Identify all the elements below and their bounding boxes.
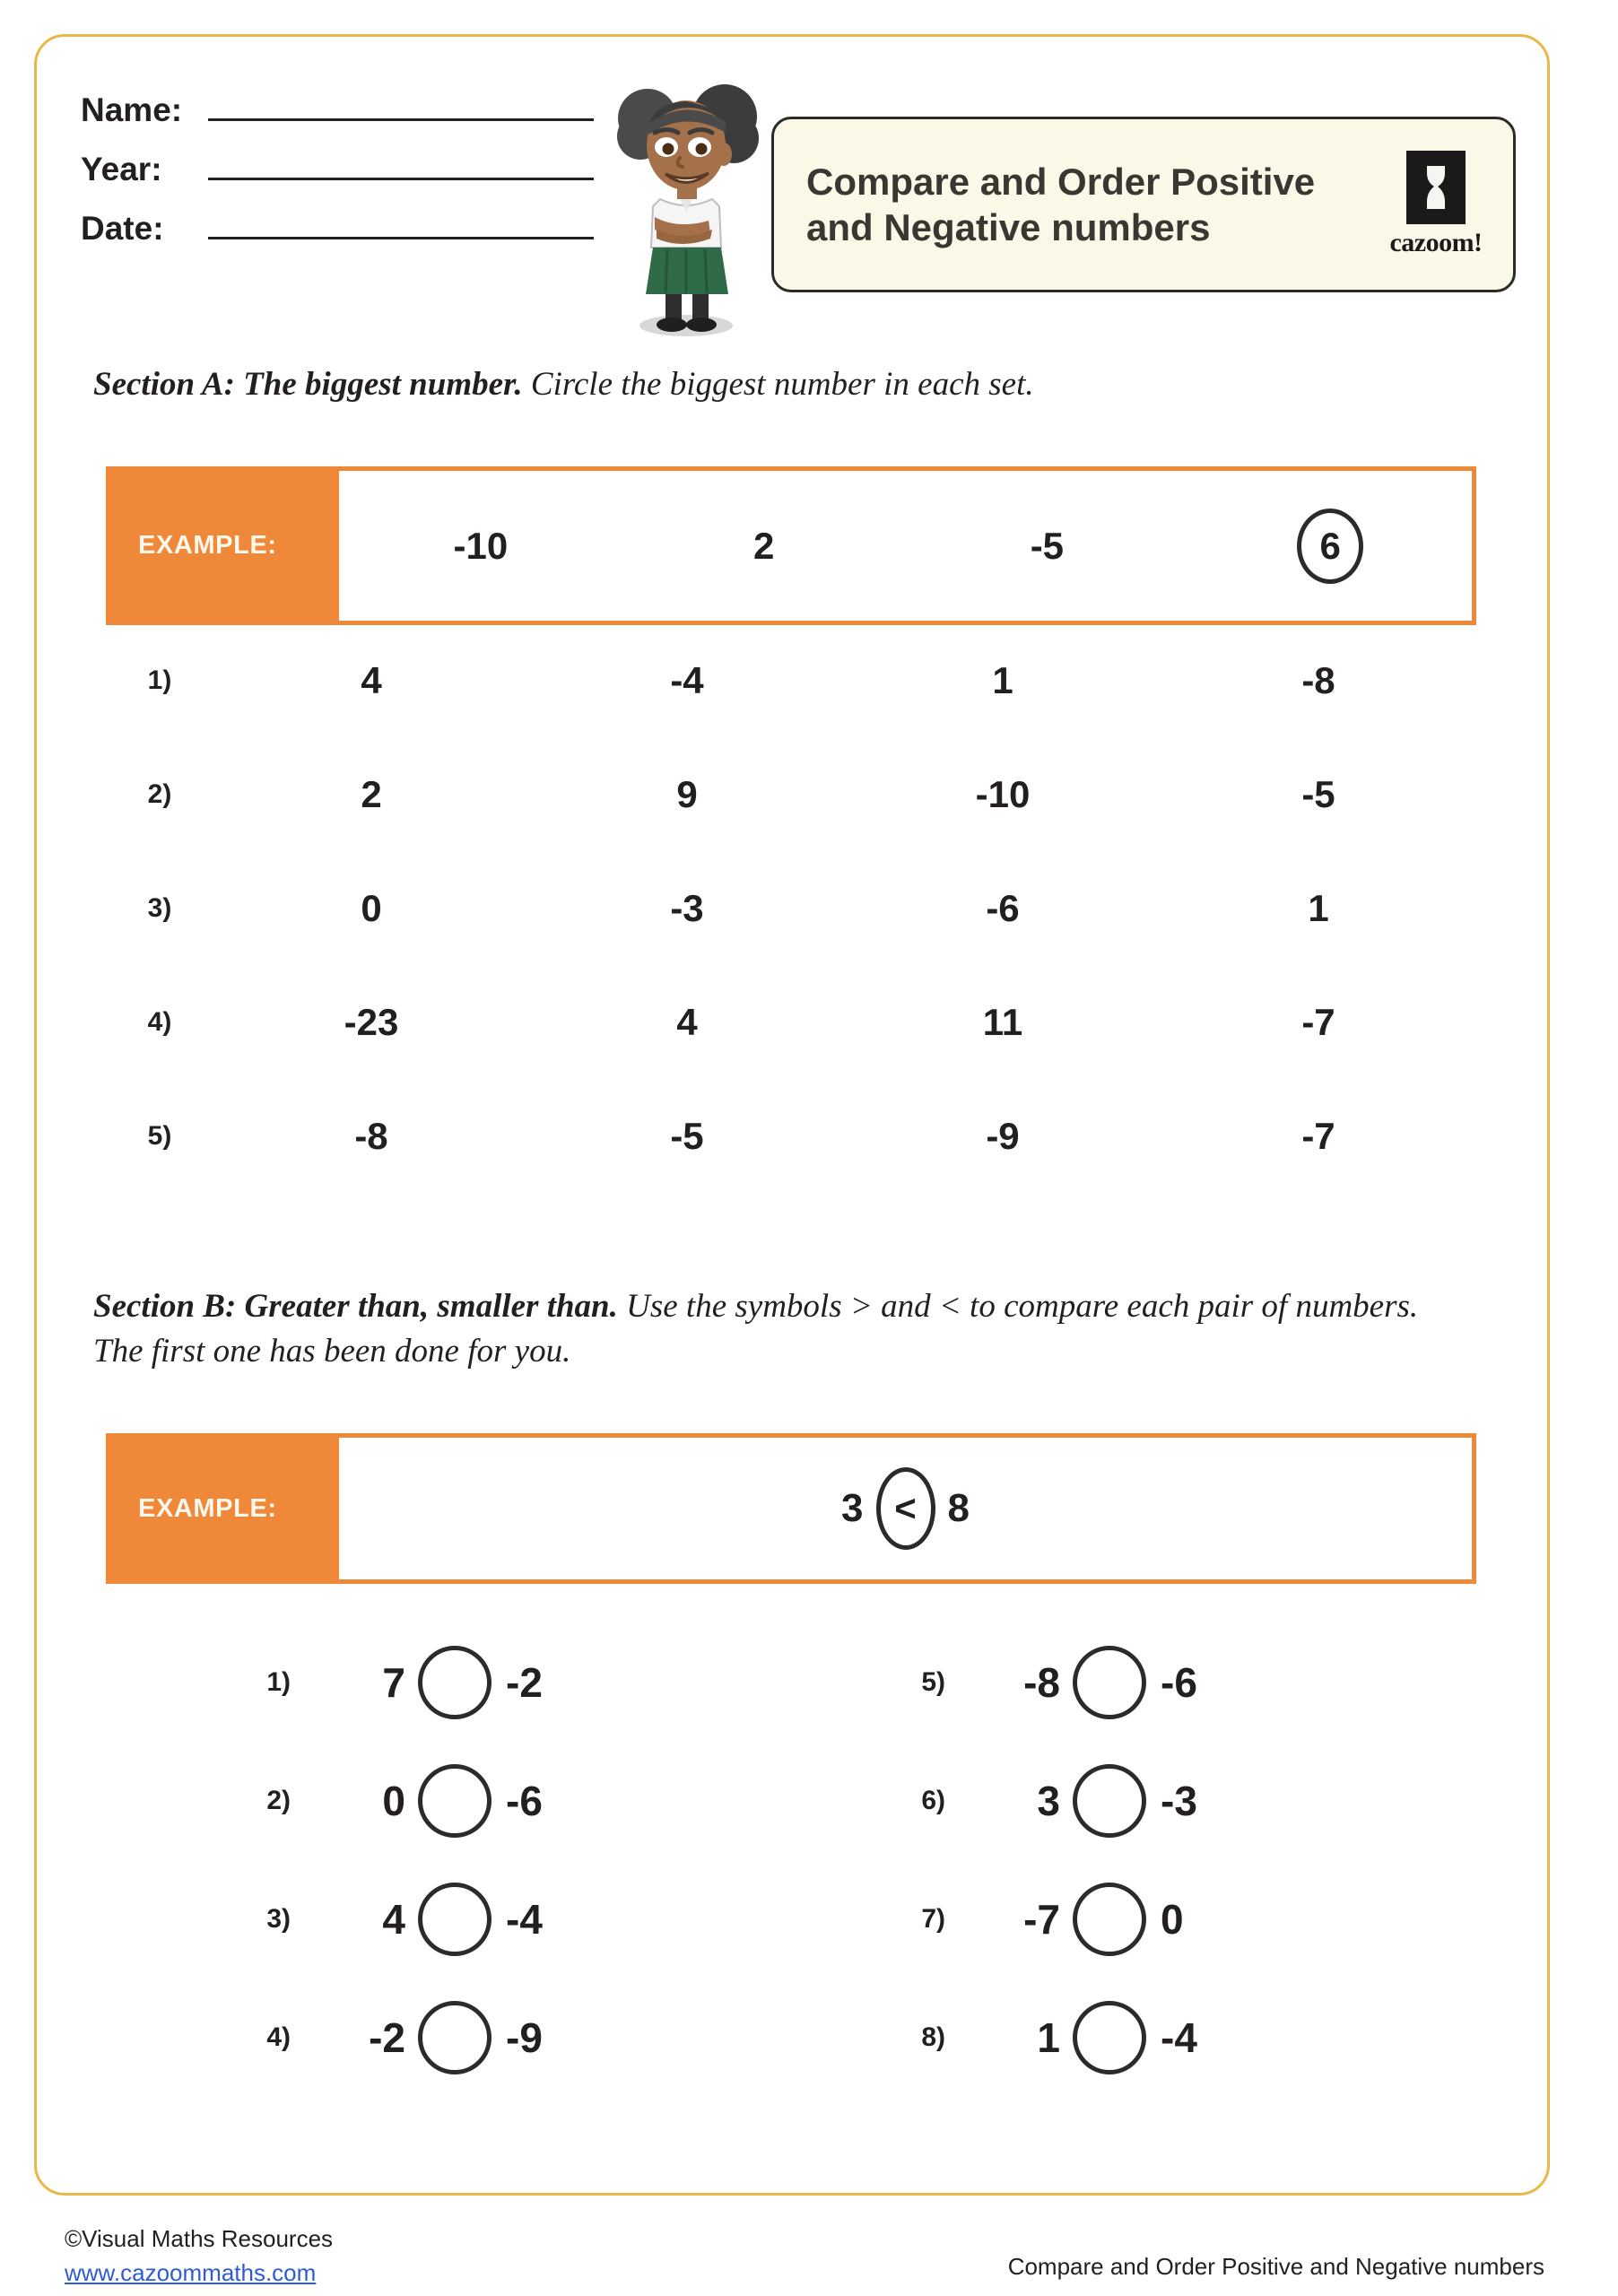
question-number: 2) (147, 779, 172, 809)
number-option[interactable]: -6 (986, 887, 1020, 929)
footer-credits (65, 2222, 333, 2290)
left-value: 7 (382, 1659, 405, 1706)
list-item (208, 2001, 613, 2074)
left-value: 1 (1037, 2014, 1060, 2061)
number-option[interactable]: 1 (992, 659, 1013, 701)
section-a-example-label: EXAMPLE: (106, 466, 339, 625)
table-row (106, 1115, 1476, 1158)
list-item (208, 1883, 613, 1956)
schoolgirl-icon (601, 72, 771, 341)
page-footer (65, 2222, 1553, 2294)
answer-circle[interactable] (1073, 2001, 1146, 2074)
answer-circle[interactable] (1073, 1883, 1146, 1956)
number-option[interactable]: -9 (986, 1115, 1020, 1157)
year-input-line[interactable] (208, 149, 594, 180)
number-option[interactable]: 4 (361, 659, 382, 701)
list-item (863, 2001, 1268, 2074)
number-option[interactable]: -5 (1301, 773, 1335, 815)
student-info-fields (81, 90, 619, 267)
name-label: Name: (81, 91, 183, 128)
comparison-symbol: < (876, 1467, 935, 1550)
worksheet-title-box (771, 117, 1516, 292)
section-b-example-label: EXAMPLE: (106, 1433, 339, 1584)
year-label: Year: (81, 151, 162, 187)
hourglass-icon (1406, 151, 1466, 224)
right-value: -4 (1161, 2014, 1197, 2061)
section-b-example-banner (106, 1433, 1476, 1584)
answer-circle[interactable] (1073, 1646, 1146, 1719)
section-a-instruction: Circle the biggest number in each set. (522, 366, 1034, 403)
section-b-example-pair (339, 1433, 1476, 1584)
left-value: -8 (1023, 1659, 1060, 1706)
example-left-value: 3 (841, 1486, 864, 1530)
example-value: -5 (1030, 524, 1065, 567)
copyright-text: ©Visual Maths Resources (65, 2225, 334, 2252)
cazoom-logo (1382, 151, 1490, 258)
answer-circle[interactable] (418, 1764, 491, 1838)
left-value: 3 (1037, 1778, 1060, 1824)
question-number: 7) (921, 1904, 945, 1934)
number-option[interactable]: -4 (670, 659, 704, 701)
brand-name: cazoom! (1389, 228, 1483, 257)
list-item (863, 1883, 1268, 1956)
number-option[interactable]: -5 (670, 1115, 704, 1157)
section-a-example-banner (106, 466, 1476, 625)
student-mascot-illustration (601, 72, 771, 341)
example-value: 2 (752, 524, 775, 567)
page-title: Compare and Order Positive and Negative numbers (806, 160, 1316, 248)
section-b-heading (93, 1284, 1466, 1374)
date-input-line[interactable] (208, 208, 594, 239)
left-value: -7 (1023, 1896, 1060, 1943)
question-number: 1) (266, 1667, 291, 1697)
number-option[interactable]: -23 (344, 1001, 399, 1043)
name-input-line[interactable] (208, 90, 594, 121)
right-value: -3 (1161, 1778, 1197, 1824)
number-option[interactable]: -10 (975, 773, 1031, 815)
worksheet-header (81, 72, 1516, 314)
question-number: 3) (266, 1904, 291, 1934)
number-option[interactable]: -7 (1301, 1001, 1335, 1043)
question-number: 4) (147, 1007, 172, 1037)
list-item (863, 1646, 1268, 1719)
answer-circle[interactable] (418, 2001, 491, 2074)
number-option[interactable]: -3 (670, 887, 704, 929)
right-value: -2 (506, 1659, 543, 1706)
answer-circle[interactable] (418, 1883, 491, 1956)
answer-circle: 6 (1297, 509, 1363, 584)
number-option[interactable]: 2 (361, 773, 382, 815)
name-field-row (81, 90, 619, 149)
answer-circle[interactable] (418, 1646, 491, 1719)
number-option[interactable]: 4 (676, 1001, 698, 1043)
date-field-row (81, 208, 619, 267)
number-option[interactable]: -8 (1301, 659, 1335, 701)
example-value: -10 (453, 524, 509, 567)
question-number: 5) (921, 1667, 945, 1697)
right-value: -9 (506, 2014, 543, 2061)
right-value: -6 (1161, 1659, 1197, 1706)
right-value: -6 (506, 1778, 543, 1824)
question-number: 5) (147, 1121, 172, 1151)
right-value: -4 (506, 1896, 543, 1943)
number-option[interactable]: 11 (982, 1001, 1023, 1043)
list-item (208, 1646, 613, 1719)
question-number: 3) (147, 893, 172, 923)
year-field-row (81, 149, 619, 208)
question-number: 2) (266, 1786, 291, 1815)
example-value-circled (1188, 509, 1472, 584)
hourglass-glyph (1418, 162, 1454, 213)
example-right-value: 8 (947, 1486, 970, 1530)
section-b-title: Section B: Greater than, smaller than. (93, 1288, 618, 1325)
list-item (208, 1764, 613, 1838)
list-item (863, 1764, 1268, 1838)
left-value: -2 (369, 2014, 405, 2061)
question-number: 1) (147, 665, 172, 695)
section-a-example-values (339, 466, 1476, 625)
number-option[interactable]: -7 (1301, 1115, 1335, 1157)
number-option[interactable]: 0 (361, 887, 382, 929)
table-row (106, 887, 1476, 930)
number-option[interactable]: -8 (354, 1115, 388, 1157)
question-number: 4) (266, 2022, 291, 2052)
section-a-title: Section A: The biggest number. (93, 366, 523, 403)
table-row (106, 1001, 1476, 1044)
date-label: Date: (81, 210, 164, 247)
answer-circle[interactable] (1073, 1764, 1146, 1838)
right-value: 0 (1161, 1896, 1184, 1943)
question-number: 8) (921, 2022, 945, 2052)
website-link[interactable]: www.cazoommaths.com (65, 2258, 317, 2286)
left-value: 4 (382, 1896, 405, 1943)
section-b-instruction: Use the symbols > and < to compare each pair of numbers. The first one has been done for you. (93, 1288, 1419, 1370)
section-a-heading (93, 362, 1457, 407)
left-value: 0 (382, 1778, 405, 1824)
number-option[interactable]: 1 (1308, 887, 1329, 929)
footer-worksheet-title: Compare and Order Positive and Negative numbers (1007, 2253, 1544, 2280)
number-option[interactable]: 9 (676, 773, 698, 815)
table-row (106, 773, 1476, 816)
table-row (106, 659, 1476, 702)
question-number: 6) (921, 1786, 945, 1815)
